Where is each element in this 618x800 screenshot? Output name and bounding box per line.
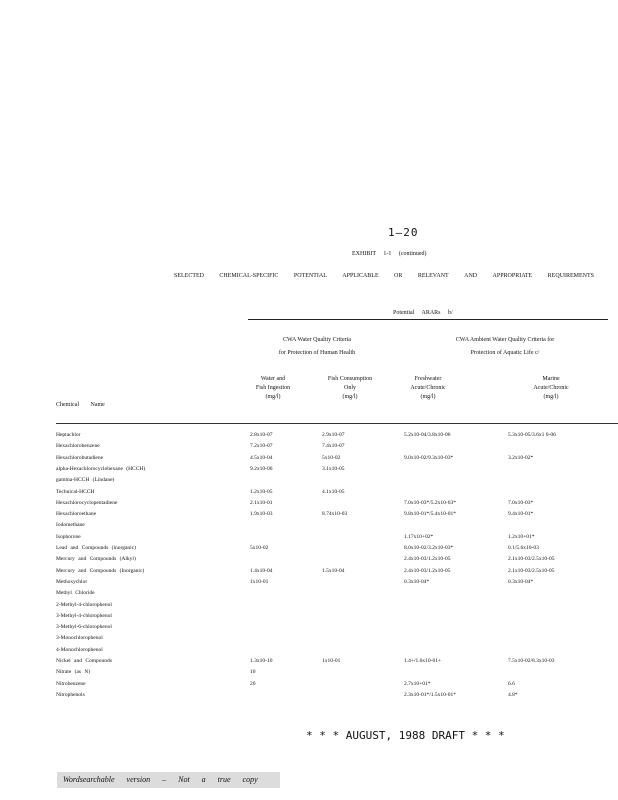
column-header-marine xyxy=(520,375,582,402)
chemical-name-cell: Iodomethane xyxy=(56,522,85,529)
freshwater-cell: 9.8x10-01*/5.4x10-01* xyxy=(404,511,456,518)
water-fish-cell: 5x10-02 xyxy=(250,545,269,551)
freshwater-cell: 2.4x10-03/1.2x10-05 xyxy=(404,556,451,563)
table-row xyxy=(0,498,618,508)
column-header-line: Acute/Chronic xyxy=(410,385,446,391)
table-row xyxy=(0,600,618,610)
table-divider xyxy=(56,423,618,424)
chemical-name-cell: Mercury and Compounds (Alkyl) xyxy=(56,556,136,563)
aquatic-life-criteria-header xyxy=(430,334,580,360)
marine-cell: 9.4x10-01* xyxy=(508,511,534,518)
column-header-fish-only xyxy=(320,375,380,402)
column-header-water-fish xyxy=(248,375,298,402)
marine-cell: 3.2x10-02* xyxy=(508,454,534,461)
human-health-header-line2: for Protection of Human Health xyxy=(278,350,356,356)
water-fish-cell: 1.4x10-04 xyxy=(250,567,273,574)
chemical-name-cell: Methoxychlor xyxy=(56,578,88,585)
column-header-line: Marine xyxy=(542,376,560,382)
table-row xyxy=(0,520,618,530)
table-row xyxy=(0,679,618,689)
subtitle-word: APPLICABLE xyxy=(342,273,379,279)
table-row xyxy=(0,577,618,587)
column-header-line: Fish Consumption xyxy=(327,376,373,382)
marine-cell: 6.6 xyxy=(508,680,515,687)
water-fish-cell: 1.3x10-10 xyxy=(250,658,273,664)
freshwater-cell: 8.0x10-02/3.2x10-03* xyxy=(404,545,454,551)
marine-cell: 2.1x10-03/2.5x10-05 xyxy=(508,567,555,574)
column-header-freshwater xyxy=(398,375,458,402)
column-header-line: (mg/l) xyxy=(420,394,436,400)
chemical-name-cell: gamma-HCCH (Lindane) xyxy=(56,477,115,484)
table-row xyxy=(0,543,618,553)
water-fish-cell: 20 xyxy=(250,680,256,687)
table-row xyxy=(0,622,618,632)
chemical-name-cell: Isophorone xyxy=(56,533,81,540)
chemical-name-cell: Nitrobenzene xyxy=(56,680,86,687)
freshwater-cell: 9.0x10-02/9.3x10-03* xyxy=(404,454,454,461)
human-health-criteria-header xyxy=(262,334,372,360)
fish-only-cell: 1x10-01 xyxy=(322,658,341,664)
chemical-name-cell: 4-Monochlorophenol xyxy=(56,646,103,653)
water-fish-cell: 9.2x10-06 xyxy=(250,465,273,472)
marine-cell: 7.0x10-03* xyxy=(508,499,534,506)
freshwater-cell: 5.2x10-04/3.8x10-06 xyxy=(404,432,451,438)
chemical-name-cell: 2-Methyl-4-chlorophenol xyxy=(56,601,112,608)
chemical-name-cell: Nitrophenols xyxy=(56,691,85,698)
column-header-line: Acute/Chronic xyxy=(533,385,569,391)
column-header-line: Water and xyxy=(260,376,286,382)
table-row xyxy=(0,532,618,542)
marine-cell: 4.8* xyxy=(508,691,518,698)
chemical-name-cell: Hexachlorobenzene xyxy=(56,443,100,450)
water-fish-cell: 1.9x10-03 xyxy=(250,511,273,518)
watermark-text: Wordsearchable version – Not a true copy xyxy=(63,775,258,784)
water-fish-cell: 10 xyxy=(250,669,256,676)
marine-cell: 2.1x10-03/2.5x10-05 xyxy=(508,556,555,563)
fish-only-cell: 7.4x10-07 xyxy=(322,443,345,450)
chemical-name-cell: Hexachloroethane xyxy=(56,511,97,518)
chemical-name-cell: Hexachlorocyclopentadiene xyxy=(56,499,118,506)
subtitle-word: OR xyxy=(394,273,403,279)
freshwater-cell: 2.7x10+01* xyxy=(404,680,431,687)
fish-only-cell: 1.5x10-04 xyxy=(322,567,345,574)
aquatic-header-line2: Protection of Aquatic Life c/ xyxy=(470,350,540,356)
aquatic-header-line1: CWA Ambient Water Quality Criteria for xyxy=(455,337,555,343)
watermark-banner xyxy=(57,772,280,788)
table-row xyxy=(0,588,618,598)
chemical-name-cell: alpha-Hexachlorocyclohexane (HCCH) xyxy=(56,465,146,472)
table-row xyxy=(0,611,618,621)
freshwater-cell: 1.4+/1.6x10-01+ xyxy=(404,658,442,664)
marine-cell: 1.2x10+01* xyxy=(508,533,535,540)
page-number: 1–20 xyxy=(388,226,419,239)
chemical-name-cell: Mercury and Compounds (Inorganic) xyxy=(56,567,145,574)
table-row xyxy=(0,430,618,440)
freshwater-cell: 2.3x10-01*/1.5x10-01* xyxy=(404,691,456,698)
chemical-name-cell: 3-Methyl-6-chlorophenol xyxy=(56,624,112,631)
freshwater-cell: 0.3x10-04* xyxy=(404,578,430,585)
column-header-line: (mg/l) xyxy=(543,394,559,400)
table-row xyxy=(0,441,618,451)
fish-only-cell: 2.9x10-07 xyxy=(322,432,345,438)
chemical-name-cell: Hexachlorobutadiene xyxy=(56,454,104,461)
table-row xyxy=(0,554,618,564)
chemical-name-cell: Methyl Chloride xyxy=(56,590,95,597)
header-divider xyxy=(248,319,608,320)
potential-arars-heading: Potential ARARs b/ xyxy=(393,310,453,316)
water-fish-cell: 1x10-01 xyxy=(250,578,269,585)
table-row xyxy=(0,453,618,463)
water-fish-cell: 2.8x10-07 xyxy=(250,432,273,438)
human-health-header-line1: CWA Water Quality Criteria xyxy=(283,337,351,343)
water-fish-cell: 7.2x10-07 xyxy=(250,443,273,450)
subtitle-word: RELEVANT xyxy=(417,273,449,279)
table-row xyxy=(0,667,618,677)
chemical-name-cell: 3-Methyl-4-chlorophenol xyxy=(56,612,112,619)
column-header-chemical: Chemical Name xyxy=(56,402,105,408)
freshwater-cell: 2.4x10-03/1.2x10-05 xyxy=(404,567,451,574)
subtitle-word: SELECTED xyxy=(174,273,204,279)
exhibit-subtitle xyxy=(174,273,594,279)
column-header-line: Only xyxy=(344,385,356,391)
table-row xyxy=(0,633,618,643)
fish-only-cell: 3.1x10-05 xyxy=(322,465,345,472)
exhibit-title: EXHIBIT 1-1 (continued) xyxy=(352,251,427,257)
subtitle-word: APPROPRIATE xyxy=(492,273,533,279)
subtitle-word: CHEMICAL-SPECIFIC xyxy=(219,273,279,279)
freshwater-cell: 1.17x10+02* xyxy=(404,533,434,540)
chemical-name-cell: Lead and Compounds (inorganic) xyxy=(56,545,136,551)
subtitle-word: POTENTIAL xyxy=(293,273,327,279)
table-row xyxy=(0,475,618,485)
table-row xyxy=(0,690,618,700)
water-fish-cell: 4.5x10-04 xyxy=(250,454,273,461)
marine-cell: 7.5x10-02/8.3x10-03 xyxy=(508,658,555,664)
table-row xyxy=(0,509,618,519)
chemical-name-cell: 3-Monochlorophenol xyxy=(56,635,103,642)
fish-only-cell: 4.1x10-05 xyxy=(322,488,345,495)
column-header-line: (mg/l) xyxy=(265,394,281,400)
marine-cell: 0.1/5.6x10-03 xyxy=(508,545,539,551)
column-header-line: Fish Ingestion xyxy=(255,385,291,391)
fish-only-cell: 5x10-02 xyxy=(322,454,341,461)
table-row xyxy=(0,645,618,655)
table-row xyxy=(0,464,618,474)
column-header-line: Freshwater xyxy=(414,376,442,382)
chemical-name-cell: Nitrate (as N) xyxy=(56,669,91,676)
draft-footer: * * * AUGUST, 1988 DRAFT * * * xyxy=(306,729,505,742)
table-row xyxy=(0,656,618,666)
chemical-name-cell: Heptachlor xyxy=(56,432,81,438)
water-fish-cell: 1.2x10-05 xyxy=(250,488,273,495)
table-row xyxy=(0,487,618,497)
chemical-name-cell: Nickel and Compounds xyxy=(56,658,112,664)
chemical-name-cell: Technical-HCCH xyxy=(56,488,95,495)
table-row xyxy=(0,566,618,576)
subtitle-word: AND xyxy=(464,273,478,279)
fish-only-cell: 8.74x10-03 xyxy=(322,511,348,518)
marine-cell: 5.3x10-05/3.6x1 0-06 xyxy=(508,432,556,438)
subtitle-word: REQUIREMENTS xyxy=(547,273,594,279)
marine-cell: 0.3x10-04* xyxy=(508,578,534,585)
water-fish-cell: 2.1x10-01 xyxy=(250,499,273,506)
column-header-line: (mg/l) xyxy=(342,394,358,400)
freshwater-cell: 7.0x10-03*/5.2x10-03* xyxy=(404,499,456,506)
